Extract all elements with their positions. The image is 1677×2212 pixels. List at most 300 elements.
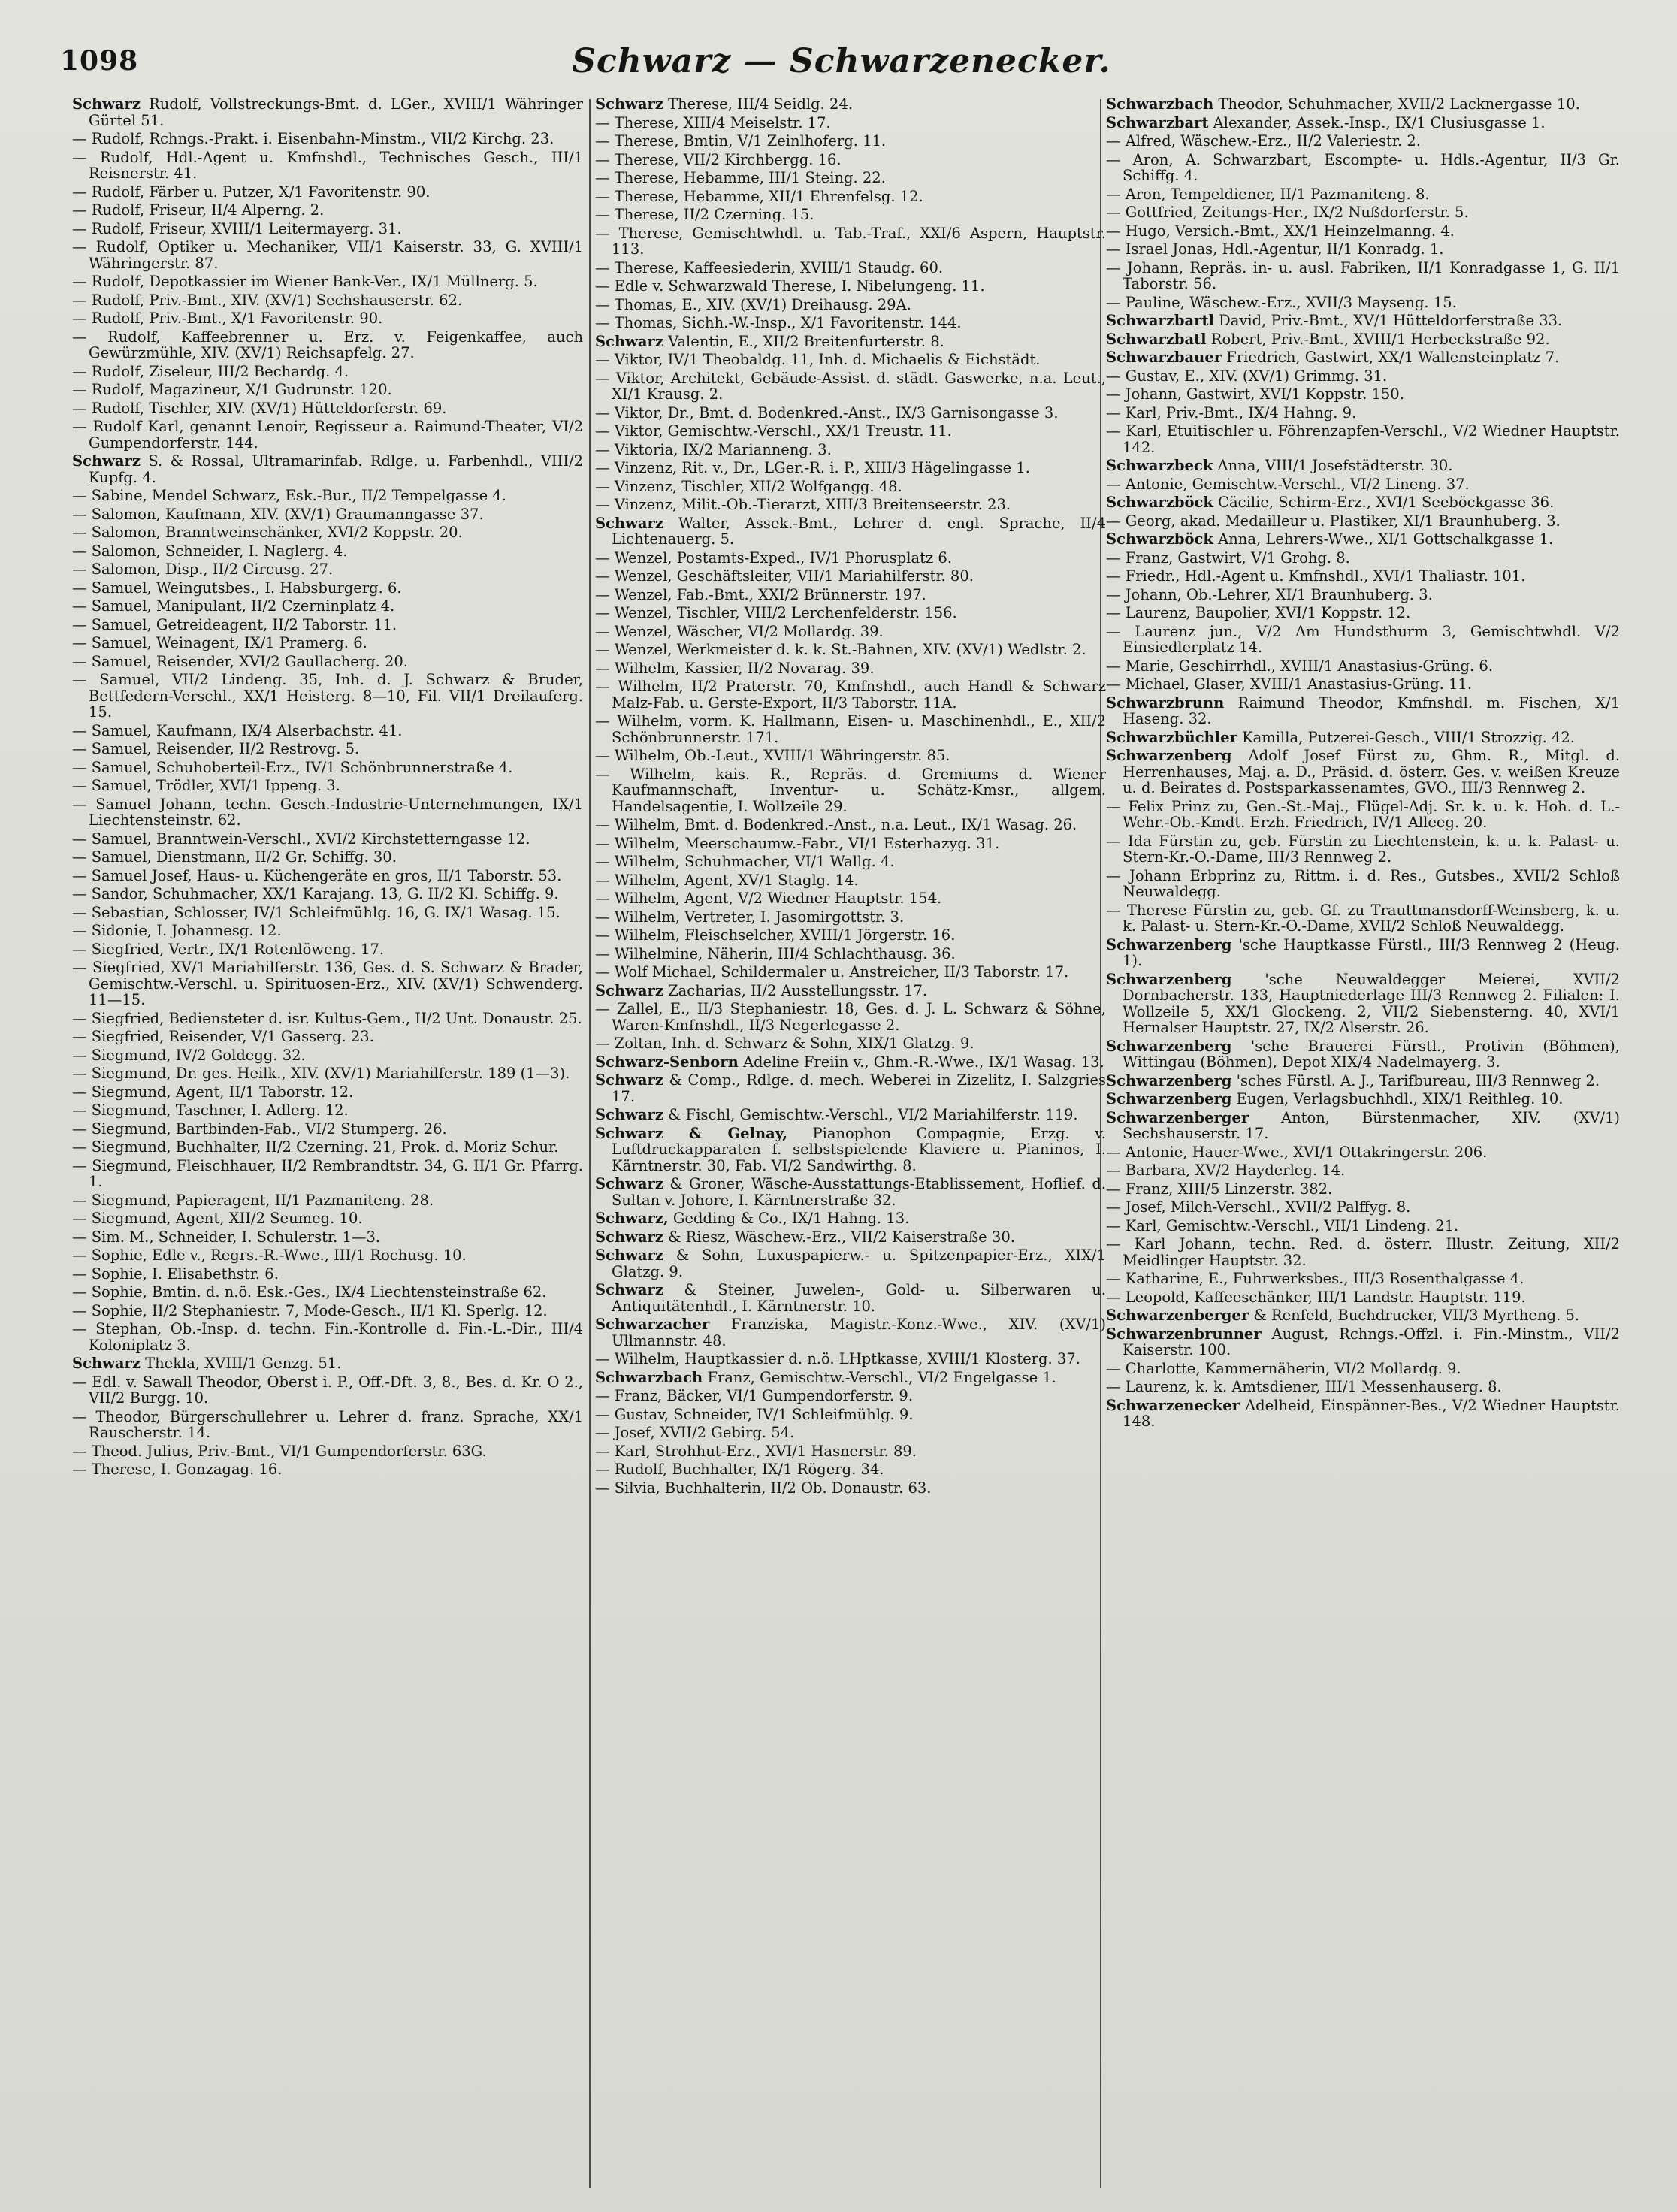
entry-repeat-dash: — [72,183,87,201]
entry-surname: Schwarz-Senborn [595,1053,739,1071]
entry-text: Therese, XIII/4 Meiselstr. 17. [614,113,831,131]
directory-entry [595,1443,1106,1460]
directory-entry [595,568,1106,585]
entry-repeat-dash: — [1106,422,1121,440]
directory-entry [72,1229,583,1246]
entry-text: Samuel, Reisender, XVI/2 Gaullacherg. 20. [91,652,409,670]
entry-surname: Schwarzenberg [1106,1090,1232,1108]
entry-text: Therese, VII/2 Kirchbergg. 16. [614,150,842,168]
entry-text: Wenzel, Geschäftsleiter, VII/1 Mariahilferstr. 80. [614,567,974,585]
entry-text: Barbara, XV/2 Hayderleg. 14. [1125,1162,1346,1179]
entry-repeat-dash: — [1106,403,1121,422]
directory-entry [595,550,1106,567]
entry-text: Alexander, Assek.-Insp., IX/1 Clusiusgasse 1. [1213,113,1546,131]
entry-repeat-dash: — [595,585,610,603]
entry-repeat-dash: — [72,1265,87,1283]
directory-entry [72,310,583,327]
directory-columns [72,96,1620,2192]
entry-text: Johann, Ob.-Lehrer, XI/1 Braunhuberg. 3. [1125,585,1433,603]
entry-repeat-dash: — [1106,185,1121,203]
entry-surname: Schwarzenberg [1106,1037,1232,1055]
entry-repeat-dash: — [595,169,610,186]
entry-text: Vinzenz, Milit.-Ob.-Tierarzt, XIII/3 Breitenseerstr. 23. [614,496,1011,513]
directory-entry [1106,1110,1620,1142]
entry-text: David, Priv.-Bmt., XV/1 Hütteldorferstraße 33. [1219,312,1563,329]
entry-surname: Schwarzenberg [1106,1071,1232,1089]
entry-text: Samuel Johann, techn. Gesch.-Industrie-Unternehmungen, IX/1 Liechtensteinstr. 62. [89,795,583,829]
entry-repeat-dash: — [1106,866,1121,884]
entry-text: Karl, Priv.-Bmt., IX/4 Hahng. 9. [1125,403,1357,422]
entry-text: Robert, Priv.-Bmt., XVIII/1 Herbeckstraße 92. [1210,330,1550,348]
directory-entry [595,170,1106,186]
entry-text: & Renfeld, Buchdrucker, VII/3 Myrtheng. 5. [1253,1307,1580,1324]
entry-repeat-dash: — [595,747,610,764]
entry-text: Wilhelm, Agent, XV/1 Staglg. 14. [614,871,859,889]
directory-entry [72,1192,583,1209]
entry-repeat-dash: — [72,310,87,327]
directory-entry [72,849,583,866]
directory-entry [72,580,583,597]
entry-surname: Schwarz [595,1281,663,1298]
directory-entry [72,886,583,902]
entry-text: Rudolf, Friseur, II/4 Alperng. 2. [91,201,325,219]
directory-entry [1106,1038,1620,1071]
entry-text: Pauline, Wäschew.-Erz., XVII/3 Mayseng. 15. [1125,293,1457,311]
entry-text: & Riesz, Wäschew.-Erz., VII/2 Kaiserstraße 30. [668,1228,1015,1246]
directory-entry [595,964,1106,981]
entry-text: Rudolf, Magazineur, X/1 Gudrunstr. 120. [91,381,392,398]
directory-entry [595,1247,1106,1280]
entry-text: Samuel, Branntwein-Verschl., XVI/2 Kirchstetterngasse 12. [91,830,530,848]
entry-text: Wilhelm, Fleischselcher, XVIII/1 Jörgerstr. 16. [614,926,956,944]
directory-entry [72,723,583,739]
entry-repeat-dash: — [595,890,610,907]
directory-entry [72,1084,583,1101]
entry-text: Thekla, XVIII/1 Genzg. 51. [145,1355,342,1372]
directory-entry [595,479,1106,495]
directory-entry [72,1303,583,1319]
running-head: Schwarz — Schwarzenecker. [572,42,1111,80]
entry-repeat-dash: — [1106,548,1121,567]
entry-repeat-dash: — [595,277,610,295]
entry-repeat-dash: — [72,940,87,958]
entry-repeat-dash: — [1106,150,1121,168]
directory-entry [1106,186,1620,203]
entry-surname: Schwarz [595,1247,663,1264]
entry-text: Salomon, Branntweinschänker, XVI/2 Koppstr. 20. [91,524,463,541]
entry-repeat-dash: — [595,908,610,926]
entry-surname: Schwarzböck [1106,494,1213,511]
entry-surname: Schwarz & Gelnay, [595,1124,788,1142]
entry-repeat-dash: — [595,871,610,889]
directory-entry [1106,349,1620,366]
directory-entry [72,868,583,884]
entry-repeat-dash: — [595,1035,610,1052]
entry-repeat-dash: — [595,1387,610,1404]
entry-surname: Schwarzbach [595,1368,703,1386]
entry-text: Walter, Assek.-Bmt., Lehrer d. engl. Sprache, II/4 Lichtenauerg. 5. [612,514,1106,548]
entry-text: Therese, Kaffeesiederin, XVIII/1 Staudg. 60. [614,258,944,276]
entry-repeat-dash: — [72,615,87,633]
entry-text: Valentin, E., XII/2 Breitenfurterstr. 8. [668,332,944,350]
entry-repeat-dash: — [1106,512,1121,530]
entry-text: Leopold, Kaffeeschänker, III/1 Landstr. Hauptstr. 119. [1125,1288,1526,1306]
entry-text: Laurenz, Baupolier, XVI/1 Koppstr. 12. [1125,604,1411,621]
directory-entry [595,1035,1106,1052]
entry-text: Wenzel, Werkmeister d. k. k. St.-Bahnen, XIV. (XV/1) Wedlstr. 2. [614,641,1086,658]
entry-text: Franz, XIII/5 Linzerstr. 382. [1125,1180,1333,1198]
entry-repeat-dash: — [72,238,87,255]
entry-repeat-dash: — [1106,1270,1121,1287]
entry-repeat-dash: — [1106,222,1121,240]
entry-repeat-dash: — [595,187,610,205]
entry-repeat-dash: — [1106,204,1121,221]
directory-entry [72,1461,583,1478]
entry-repeat-dash: — [1106,385,1121,403]
entry-repeat-dash: — [72,399,87,417]
directory-entry [595,1370,1106,1386]
entry-text: Felix Prinz zu, Gen.-St.-Maj., Flügel-Adj. Sr. k. u. k. Hoh. d. L.-Wehr.-Ob.-Kmdt. Erzh. Friedrich, IV/1 Alleeg. 20. [1123,797,1620,831]
entry-repeat-dash: — [1106,1198,1121,1216]
entry-text: Rudolf, Kaffeebrenner u. Erz. v. Feigenkaffee, auch Gewürzmühle, XIV. (XV/1) Reichsapfelg. 27. [89,328,583,361]
entry-repeat-dash: — [72,1009,87,1027]
entry-text: Wilhelm, Bmt. d. Bodenkred.-Anst., n.a. Leut., IX/1 Wasag. 26. [614,816,1077,833]
directory-entry [72,654,583,670]
directory-entry [1106,730,1620,746]
entry-text: Johann, Gastwirt, XVI/1 Koppstr. 150. [1125,385,1404,403]
directory-entry [595,225,1106,258]
entry-repeat-dash: — [1106,367,1121,385]
entry-repeat-dash: — [72,1210,87,1227]
entry-repeat-dash: — [1106,293,1121,311]
directory-entry [72,1121,583,1138]
directory-entry [595,1407,1106,1423]
directory-entry [1106,96,1620,113]
entry-repeat-dash: — [72,1461,87,1478]
entry-repeat-dash: — [72,524,87,541]
entry-text: 'sches Fürstl. A. J., Tarifbureau, III/3 Rennweg 2. [1236,1071,1600,1089]
entry-repeat-dash: — [595,113,610,131]
entry-surname: Schwarz [595,514,663,532]
entry-text: Samuel, Schuhoberteil-Erz., IV/1 Schönbrunnerstraße 4. [91,758,513,776]
entry-repeat-dash: — [595,926,610,944]
directory-entry [72,292,583,309]
directory-entry [72,1158,583,1190]
entry-text: Salomon, Disp., II/2 Circusg. 27. [91,561,334,578]
entry-repeat-dash: — [1106,1235,1121,1253]
directory-entry [1106,295,1620,311]
directory-entry [72,923,583,939]
entry-text: Antonie, Gemischtw.-Verschl., VI/2 Lineng. 37. [1125,475,1470,493]
directory-entry [72,202,583,219]
directory-entry [595,1210,1106,1227]
entry-repeat-dash: — [1106,1359,1121,1377]
directory-entry [72,635,583,651]
directory-entry [1106,1162,1620,1179]
entry-repeat-dash: — [72,1101,87,1119]
directory-entry [72,796,583,829]
directory-entry [72,1011,583,1027]
entry-text: Georg, akad. Medailleur u. Plastiker, XI/1 Braunhuberg. 3. [1125,512,1561,530]
entry-repeat-dash: — [595,816,610,833]
directory-entry [595,766,1106,815]
entry-text: Siegmund, IV/2 Goldegg. 32. [91,1046,306,1064]
entry-text: Siegmund, Buchhalter, II/2 Czerning. 21, Prok. d. Moriz Schur. [91,1138,559,1156]
entry-text: Rudolf, Tischler, XIV. (XV/1) Hütteldorferstr. 69. [91,399,447,417]
entry-text: Siegmund, Fleischhauer, II/2 Rembrandtstr. 34, G. II/1 Gr. Pfarrg. 1. [89,1156,583,1190]
entry-text: Franz, Gemischtw.-Verschl., VI/2 Engelgasse 1. [707,1368,1057,1386]
entry-repeat-dash: — [1106,258,1121,276]
directory-entry [1106,568,1620,585]
directory-entry [1106,531,1620,548]
entry-repeat-dash: — [72,561,87,578]
entry-repeat-dash: — [72,903,87,921]
directory-entry [595,1461,1106,1478]
directory-entry [595,946,1106,962]
entry-repeat-dash: — [595,132,610,150]
directory-entry [1106,1326,1620,1358]
directory-entry [1106,513,1620,530]
directory-entry [1106,1091,1620,1108]
entry-text: Wilhelm, Meerschaumw.-Fabr., VI/1 Esterhazyg. 31. [614,834,1000,852]
entry-repeat-dash: — [595,422,610,440]
entry-repeat-dash: — [1106,604,1121,621]
entry-surname: Schwarz [595,332,663,350]
directory-entry [1106,1361,1620,1377]
entry-text: Sidonie, I. Johannesg. 12. [91,922,282,939]
entry-text: August, Rchngs.-Offzl. i. Fin.-Minstm., VII/2 Kaiserstr. 100. [1123,1325,1620,1358]
entry-surname: Schwarzenbrunner [1106,1325,1262,1343]
directory-entry [595,1351,1106,1367]
entry-text: Rudolf, Ziseleur, III/2 Bechardg. 4. [91,362,349,380]
entry-text: Rudolf, Friseur, XVIII/1 Leitermayerg. 31. [91,219,402,237]
directory-entry [1106,115,1620,131]
directory-entry [1106,587,1620,603]
directory-entry [595,189,1106,205]
entry-text: Wilhelm, Hauptkassier d. n.ö. LHptkasse, XVIII/1 Klosterg. 37. [614,1350,1080,1367]
entry-text: Gustav, Schneider, IV/1 Schleifmühlg. 9. [614,1405,914,1423]
directory-entry [1106,223,1620,240]
entry-surname: Schwarzbüchler [1106,728,1237,746]
directory-entry [595,1316,1106,1349]
directory-entry [1106,695,1620,727]
directory-entry [72,959,583,1008]
entry-text: Wenzel, Tischler, VIII/2 Lerchenfelderstr. 156. [614,604,957,621]
directory-entry [1106,1199,1620,1216]
directory-entry [595,854,1106,870]
directory-entry [72,1210,583,1227]
entry-repeat-dash: — [72,362,87,380]
entry-repeat-dash: — [1106,240,1121,258]
entry-text: Wilhelm, Ob.-Leut., XVIII/1 Währingerstr. 85. [614,747,950,764]
directory-entry [72,524,583,541]
directory-entry [595,423,1106,440]
entry-text: Friedrich, Gastwirt, XX/1 Wallensteinplatz 7. [1226,349,1560,366]
directory-entry [72,329,583,361]
directory-entry [72,617,583,633]
entry-text: Gedding & Co., IX/1 Hahng. 13. [672,1210,910,1227]
directory-entry [1106,386,1620,403]
entry-repeat-dash: — [1106,797,1121,815]
directory-entry [72,364,583,380]
entry-repeat-dash: — [72,130,87,147]
entry-repeat-dash: — [595,403,610,422]
directory-entry [595,1282,1106,1314]
directory-entry [72,273,583,290]
directory-entry [72,1065,583,1082]
entry-text: 'sche Hauptkasse Fürstl., III/3 Rennweg 2 (Heug. 1). [1123,935,1620,969]
directory-entry [72,382,583,398]
directory-entry [72,741,583,757]
entry-text: Gustav, E., XIV. (XV/1) Grimmg. 31. [1125,367,1388,385]
directory-entry [1106,1379,1620,1395]
entry-repeat-dash: — [595,1405,610,1423]
entry-repeat-dash: — [595,567,610,585]
entry-text: Wilhelm, vorm. K. Hallmann, Eisen- u. Maschinenhdl., E., XII/2 Schönbrunnerstr. 171. [612,712,1106,746]
entry-text: Josef, XVII/2 Gebirg. 54. [614,1424,795,1441]
directory-entry [72,1139,583,1156]
entry-repeat-dash: — [72,1138,87,1156]
directory-entry [1106,331,1620,348]
entry-repeat-dash: — [72,201,87,219]
entry-text: Cäcilie, Schirm-Erz., XVI/1 Seeböckgasse 36. [1218,494,1555,511]
directory-entry [595,207,1106,223]
entry-text: Viktor, IV/1 Theobaldg. 11, Inh. d. Michaelis & Eichstädt. [614,351,1041,368]
entry-surname: Schwarz [72,96,141,113]
entry-repeat-dash: — [595,678,610,695]
directory-entry [72,778,583,794]
entry-repeat-dash: — [72,219,87,237]
entry-repeat-dash: — [72,1283,87,1301]
entry-repeat-dash: — [72,885,87,902]
entry-surname: Schwarzenberg [1106,970,1232,988]
directory-entry [595,352,1106,368]
directory-entry [72,506,583,523]
entry-text: Anton, Bürstenmacher, XIV. (XV/1) Sechshauserstr. 17. [1123,1108,1620,1142]
entry-text: Samuel, Getreideagent, II/2 Taborstr. 11. [91,615,397,633]
entry-repeat-dash: — [72,579,87,597]
entry-repeat-dash: — [595,1424,610,1441]
entry-repeat-dash: — [72,328,87,346]
entry-text: Therese, II/2 Czerning. 15. [614,206,814,223]
entry-repeat-dash: — [72,542,87,560]
entry-text: Johann, Repräs. in- u. ausl. Fabriken, II/1 Konradgasse 1, G. II/1 Taborstr. 56. [1123,258,1620,292]
entry-repeat-dash: — [595,659,610,677]
entry-text: Viktor, Dr., Bmt. d. Bodenkred.-Anst., IX/3 Garnisongasse 3. [614,403,1059,422]
directory-entry [1106,423,1620,455]
entry-repeat-dash: — [1106,585,1121,603]
entry-repeat-dash: — [72,148,87,166]
directory-entry [595,587,1106,603]
entry-repeat-dash: — [72,487,87,504]
entry-text: Johann Erbprinz zu, Rittm. i. d. Res., Gutsbes., XVII/2 Schloß Neuwaldegg. [1123,866,1620,900]
entry-text: Therese, III/4 Seidlg. 24. [668,96,854,113]
entry-repeat-dash: — [595,314,610,331]
entry-text: Franziska, Magistr.-Konz.-Wwe., XIV. (XV/1) Ullmannstr. 48. [612,1316,1106,1349]
directory-entry [72,1355,583,1372]
entry-repeat-dash: — [595,206,610,223]
entry-text: Wilhelm, kais. R., Repräs. d. Gremiums d. Wiener Kaufmannschaft, Inventur- u. Schätz-Kmsr., allgem. Handelsagentie, I. Wollzeile 29. [612,765,1106,815]
entry-repeat-dash: — [595,548,610,567]
entry-text: Therese, I. Gonzagag. 16. [91,1461,283,1478]
entry-text: Wolf Michael, Schildermaler u. Anstreicher, II/3 Taborstr. 17. [614,963,1069,981]
directory-entry [72,1284,583,1301]
entry-text: Siegmund, Papieragent, II/1 Pazmaniteng. 28. [91,1191,434,1209]
directory-entry [595,1480,1106,1497]
entry-repeat-dash: — [595,604,610,621]
directory-entry [1106,405,1620,422]
entry-text: S. & Rossal, Ultramarinfab. Rdlge. u. Farbenhdl., VIII/2 Kupfg. 4. [89,452,583,486]
directory-entry [595,1001,1106,1033]
entry-text: Wilhelm, Schuhmacher, VI/1 Wallg. 4. [614,853,895,870]
entry-surname: Schwarz [595,1228,663,1246]
entry-repeat-dash: — [72,959,87,976]
entry-repeat-dash: — [72,777,87,794]
entry-text: Vinzenz, Rit. v., Dr., LGer.-R. i. P., XIII/3 Hägelingasse 1. [614,459,1030,476]
directory-entry [1106,152,1620,184]
directory-entry [1106,1181,1620,1198]
entry-repeat-dash: — [72,740,87,757]
directory-entry [72,831,583,848]
entry-surname: Schwarzenberg [1106,747,1232,764]
entry-text: Aron, Tempeldiener, II/1 Pazmaniteng. 8. [1125,185,1430,203]
entry-text: Samuel, Reisender, II/2 Restrovg. 5. [91,740,360,757]
directory-entry [595,927,1106,944]
entry-text: Adeline Freiin v., Ghm.-R.-Wwe., IX/1 Wasag. 13. [742,1053,1104,1071]
directory-entry [595,515,1106,548]
entry-text: Sophie, Edle v., Regrs.-R.-Wwe., III/1 Rochusg. 10. [91,1247,467,1264]
entry-repeat-dash: — [72,1228,87,1246]
entry-text: Rudolf, Hdl.-Agent u. Kmfnshdl., Technisches Gesch., III/1 Reisnerstr. 41. [89,148,583,182]
entry-text: Viktor, Architekt, Gebäude-Assist. d. städt. Gaswerke, n.a. Leut., XI/1 Krausg. 2. [612,369,1106,403]
entry-text: Karl Johann, techn. Red. d. österr. Illustr. Zeitung, XII/2 Meidlinger Hauptstr. 32. [1123,1235,1620,1269]
directory-entry [595,152,1106,168]
entry-text: Rudolf, Priv.-Bmt., X/1 Favoritenstr. 90. [91,310,383,327]
entry-text: Silvia, Buchhalterin, II/2 Ob. Donaustr. 63. [614,1479,932,1497]
directory-entry [72,96,583,128]
entry-repeat-dash: — [72,866,87,884]
entry-surname: Schwarz, [595,1210,669,1227]
entry-repeat-dash: — [1106,675,1121,693]
entry-text: Kamilla, Putzerei-Gesch., VIII/1 Strozzig. 42. [1242,728,1575,746]
entry-text: Samuel, Manipulant, II/2 Czerninplatz 4. [91,597,395,615]
entry-repeat-dash: — [1106,622,1121,640]
entry-surname: Schwarz [595,1175,663,1192]
entry-surname: Schwarz [72,1355,141,1372]
entry-repeat-dash: — [595,477,610,495]
directory-entry [1106,833,1620,866]
entry-text: Viktor, Gemischtw.-Verschl., XX/1 Treustr. 11. [614,422,952,440]
entry-text: Viktoria, IX/2 Marianneng. 3. [614,440,832,458]
entry-text: Siegfried, Reisender, V/1 Gasserg. 23. [91,1028,374,1045]
entry-repeat-dash: — [72,1083,87,1101]
directory-entry [595,315,1106,331]
entry-text: Gottfried, Zeitungs-Her., IX/2 Nußdorferstr. 5. [1125,204,1469,221]
directory-entry [595,872,1106,889]
entry-text: Ida Fürstin zu, geb. Fürstin zu Liechtenstein, k. u. k. Palast- u. Stern-Kr.-O.-Dame, III/3 Rennweg 2. [1123,832,1620,866]
directory-entry [595,96,1106,113]
entry-text: Siegfried, Bediensteter d. isr. Kultus-Gem., II/2 Unt. Donaustr. 25. [91,1009,582,1027]
page-number: 1098 [60,45,139,77]
entry-text: Michael, Glaser, XVIII/1 Anastasius-Grüng. 11. [1125,675,1473,693]
entry-text: Theodor, Bürgerschullehrer u. Lehrer d. franz. Sprache, XX/1 Rauscherstr. 14. [89,1407,583,1441]
directory-entry [72,221,583,237]
entry-repeat-dash: — [595,351,610,368]
entry-text: Sophie, II/2 Stephaniestr. 7, Mode-Gesch., II/1 Kl. Sperlg. 12. [91,1301,548,1319]
entry-surname: Schwarzbauer [1106,349,1222,366]
entry-surname: Schwarzbartl [1106,312,1214,329]
directory-entry [1106,1307,1620,1324]
